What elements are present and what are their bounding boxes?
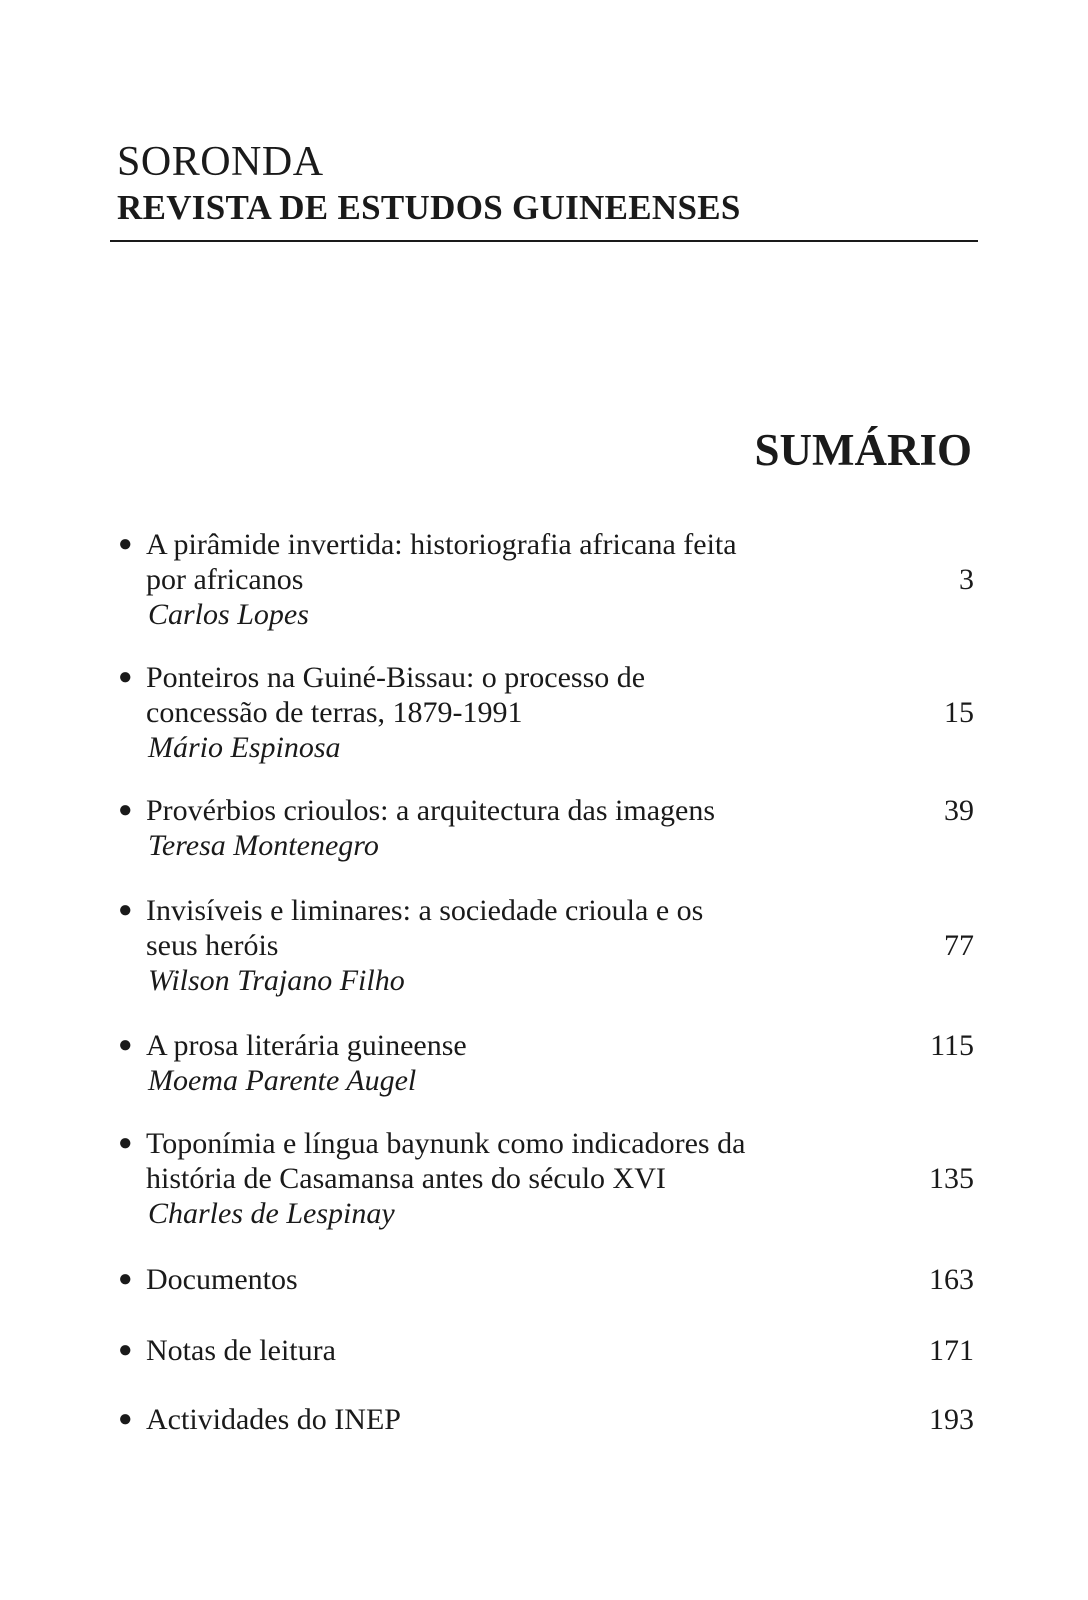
entry-title-line: Provérbios crioulos: a arquitectura das imagens	[146, 794, 716, 827]
bullet-icon: ●	[118, 1032, 133, 1058]
entry-page-number: 135	[929, 1162, 974, 1195]
entry-title-line: seus heróis	[146, 929, 279, 962]
journal-subtitle: REVISTA DE ESTUDOS GUINEENSES	[117, 188, 741, 227]
toc-entry[interactable]	[118, 893, 974, 998]
toc-entry[interactable]	[118, 660, 974, 765]
entry-page-number: 39	[944, 794, 974, 827]
toc-entry[interactable]	[118, 1028, 974, 1098]
entry-page-number: 15	[944, 696, 974, 729]
entry-title-line: história de Casamansa antes do século XVI	[146, 1162, 666, 1195]
toc-entry[interactable]	[118, 1333, 974, 1368]
entry-author: Teresa Montenegro	[148, 829, 379, 862]
bullet-icon: ●	[118, 531, 133, 557]
entry-title-line: Ponteiros na Guiné-Bissau: o processo de	[146, 661, 646, 694]
toc-entry[interactable]	[118, 1262, 974, 1297]
toc-entry[interactable]	[118, 527, 974, 632]
entry-author: Mário Espinosa	[148, 731, 341, 764]
header-divider	[110, 240, 978, 242]
entry-title-line: Actividades do INEP	[146, 1403, 401, 1436]
entry-page-number: 163	[929, 1263, 974, 1296]
bullet-icon: ●	[118, 897, 133, 923]
entry-page-number: 77	[944, 929, 974, 962]
toc-entry[interactable]	[118, 1126, 974, 1231]
bullet-icon: ●	[118, 1337, 133, 1363]
journal-title: SORONDA	[117, 139, 324, 185]
entry-title-line: Notas de leitura	[146, 1334, 336, 1367]
entry-page-number: 193	[929, 1403, 974, 1436]
entry-author: Carlos Lopes	[148, 598, 309, 631]
entry-title-line: Invisíveis e liminares: a sociedade crioula e os	[146, 894, 704, 927]
entry-title-line: concessão de terras, 1879-1991	[146, 696, 523, 729]
bullet-icon: ●	[118, 797, 133, 823]
entry-author: Charles de Lespinay	[148, 1197, 395, 1230]
entry-page-number: 171	[929, 1334, 974, 1367]
entry-author: Wilson Trajano Filho	[148, 964, 405, 997]
entry-title-line: Documentos	[146, 1263, 298, 1296]
toc-entry[interactable]	[118, 1402, 974, 1437]
bullet-icon: ●	[118, 1406, 133, 1432]
bullet-icon: ●	[118, 1266, 133, 1292]
entry-title-line: por africanos	[146, 563, 304, 596]
toc-entry[interactable]	[118, 793, 974, 863]
entry-title-line: Toponímia e língua baynunk como indicadores da	[146, 1127, 746, 1160]
entry-title-line: A pirâmide invertida: historiografia africana feita	[146, 528, 737, 561]
entry-title-line: A prosa literária guineense	[146, 1029, 467, 1062]
entry-page-number: 3	[959, 563, 974, 596]
entry-page-number: 115	[930, 1029, 974, 1062]
bullet-icon: ●	[118, 1130, 133, 1156]
entry-author: Moema Parente Augel	[148, 1064, 417, 1097]
bullet-icon: ●	[118, 664, 133, 690]
toc-heading: SUMÁRIO	[754, 425, 972, 475]
